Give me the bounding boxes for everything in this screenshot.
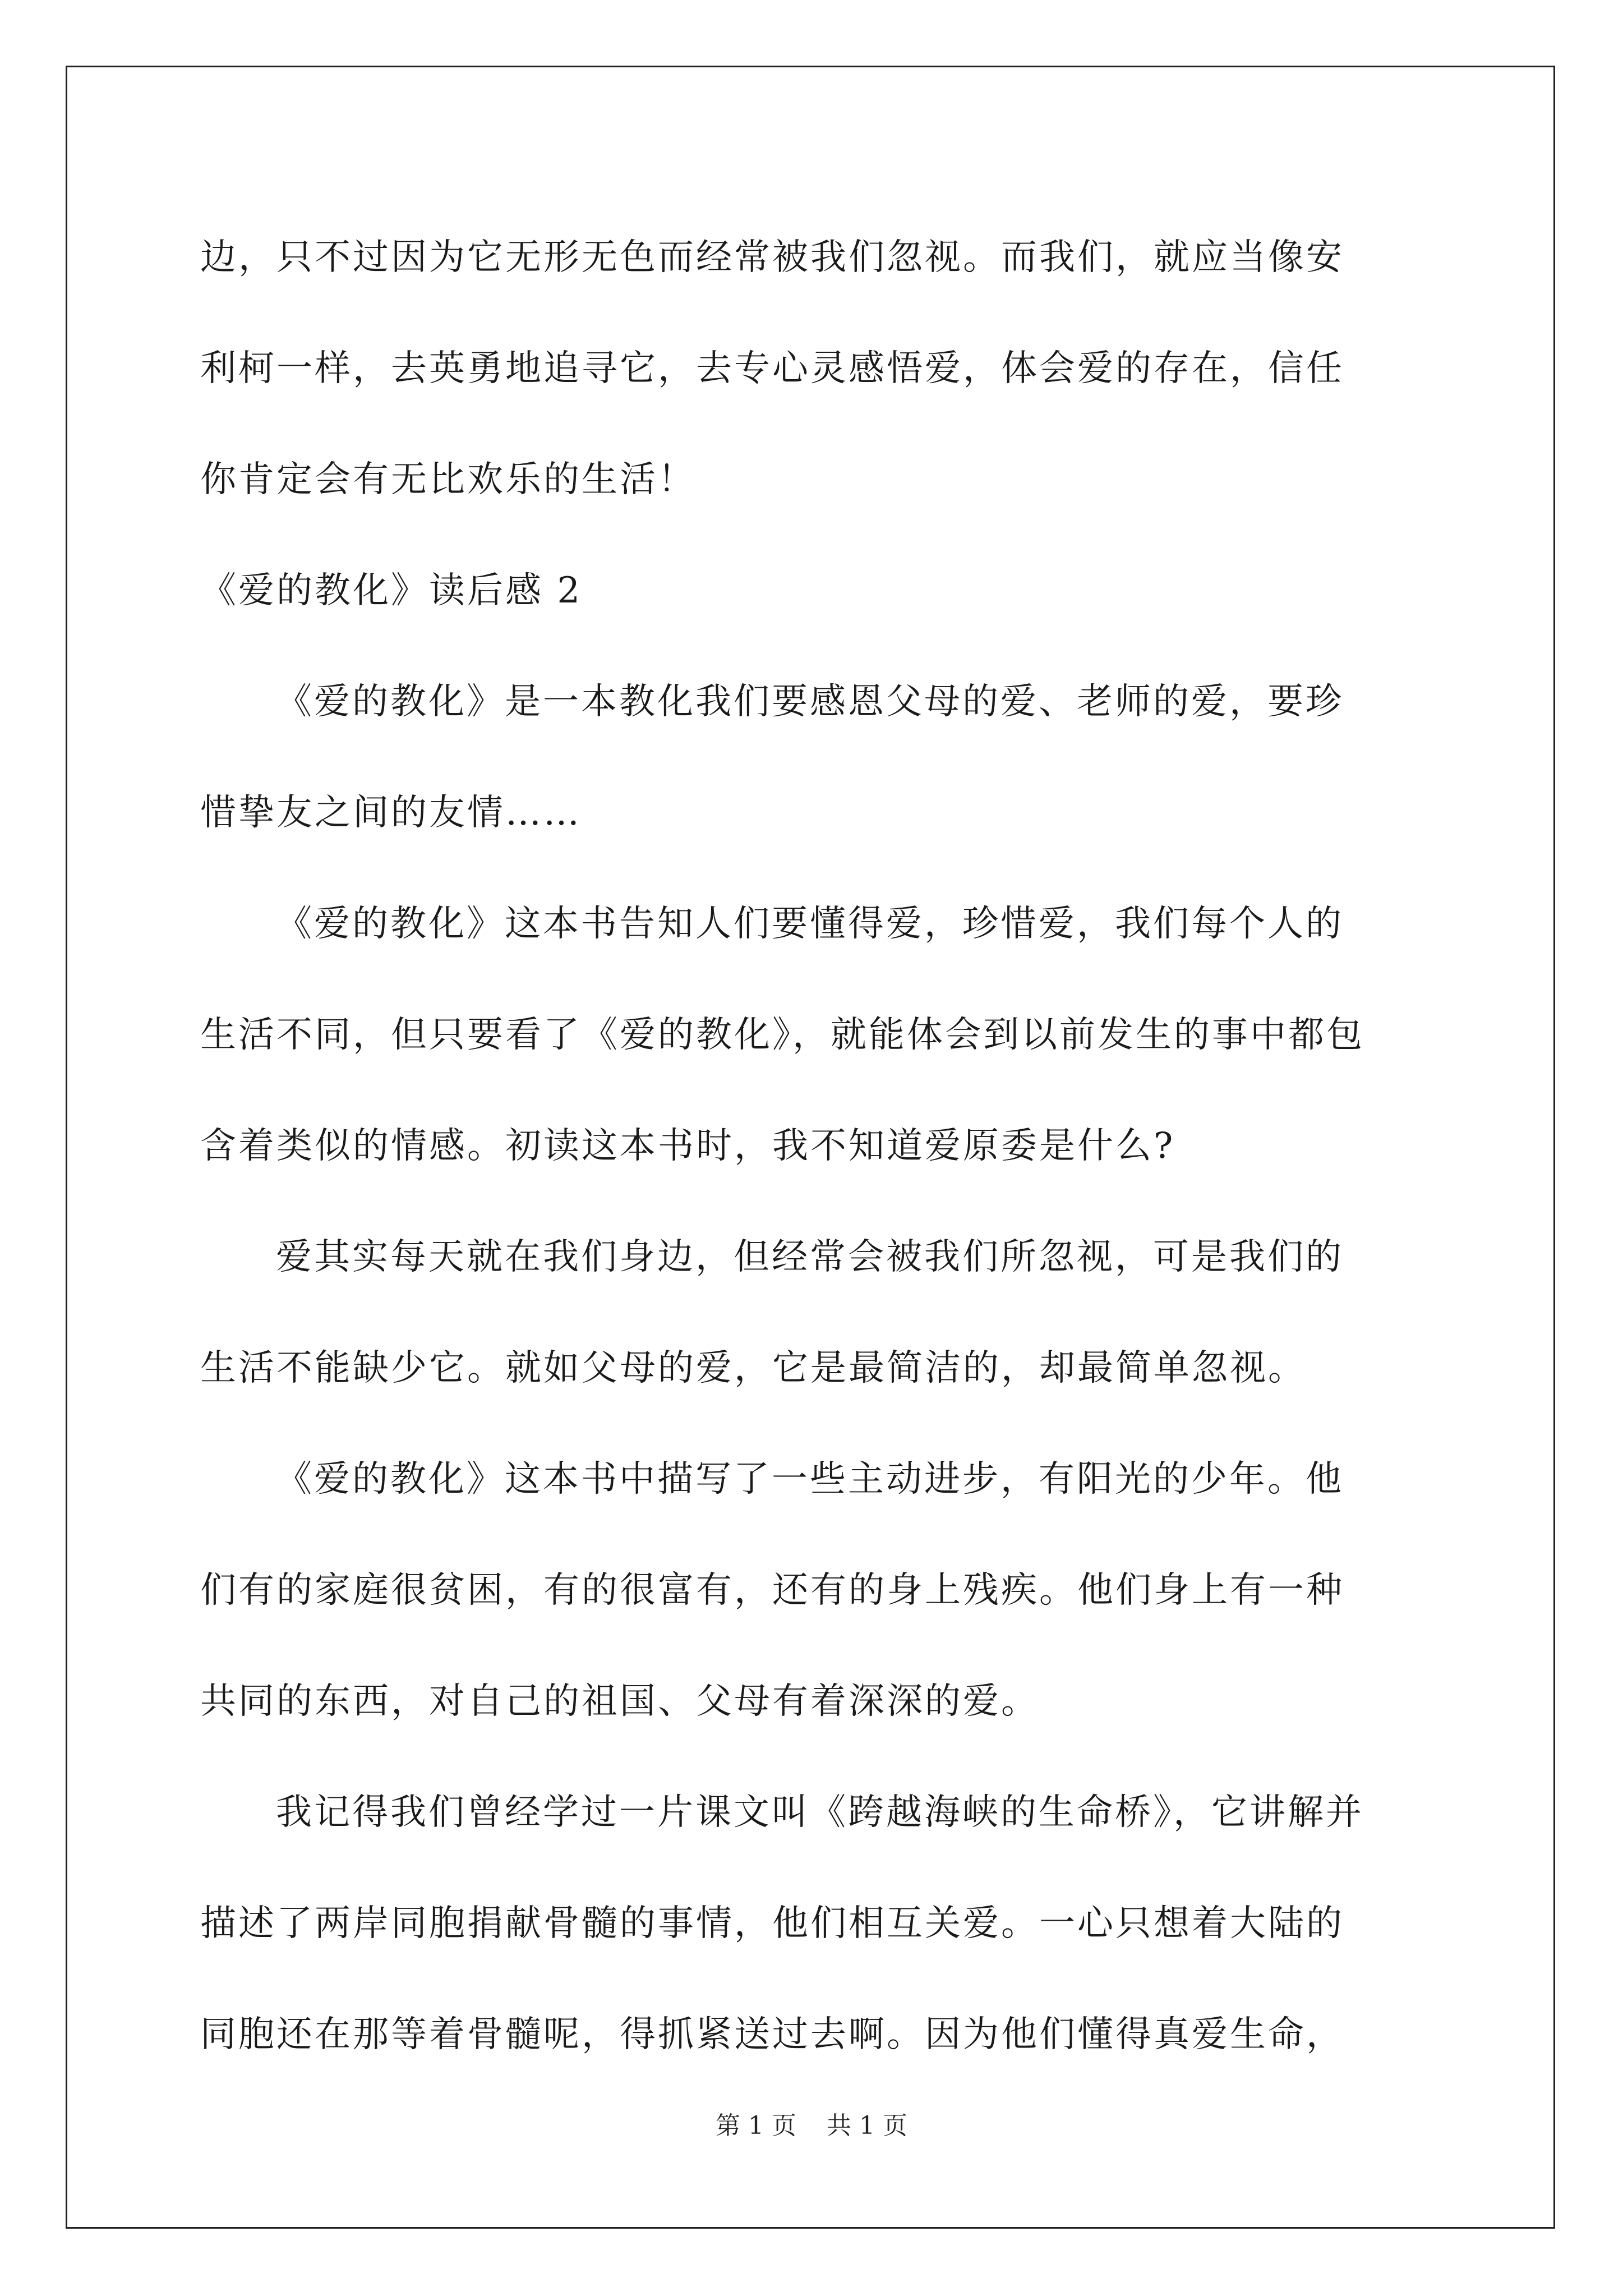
text-line: 生活不同，但只要看了《爱的教化》，就能体会到以前发生的事中都包 xyxy=(200,1014,1364,1056)
section-heading: 《爱的教化》读后感 2 xyxy=(200,570,583,611)
text-line: 《爱的教化》这本书中描写了一些主动进步，有阳光的少年。他 xyxy=(276,1458,1344,1500)
text-line: 惜挚友之间的友情…… xyxy=(200,792,582,834)
text-line: 爱其实每天就在我们身边，但经常会被我们所忽视，可是我们的 xyxy=(276,1236,1344,1278)
text-line: 《爱的教化》是一本教化我们要感恩父母的爱、老师的爱，要珍 xyxy=(276,681,1344,723)
text-line: 边，只不过因为它无形无色而经常被我们忽视。而我们，就应当像安 xyxy=(200,237,1344,278)
text-line: 们有的家庭很贫困，有的很富有，还有的身上残疾。他们身上有一种 xyxy=(200,1570,1344,1611)
page-number-current: 第 1 页 xyxy=(716,2111,796,2140)
text-line: 描述了两岸同胞捐献骨髓的事情，他们相互关爱。一心只想着大陆的 xyxy=(200,1903,1344,1944)
text-line: 我记得我们曾经学过一片课文叫《跨越海峡的生命桥》，它讲解并 xyxy=(276,1792,1364,1833)
text-line: 利柯一样，去英勇地追寻它，去专心灵感悟爱，体会爱的存在，信任 xyxy=(200,348,1344,389)
text-line: 同胞还在那等着骨髓呢，得抓紧送过去啊。因为他们懂得真爱生命， xyxy=(200,2014,1344,2055)
text-line: 你肯定会有无比欢乐的生活！ xyxy=(200,459,696,500)
text-line: 生活不能缺少它。就如父母的爱，它是最简洁的，却最简单忽视。 xyxy=(200,1347,1306,1389)
text-line: 《爱的教化》这本书告知人们要懂得爱，珍惜爱，我们每个人的 xyxy=(276,903,1344,945)
text-line: 共同的东西，对自己的祖国、父母有着深深的爱。 xyxy=(200,1681,1039,1722)
page-number-total: 共 1 页 xyxy=(827,2111,907,2140)
text-line: 含着类似的情感。初读这本书时，我不知道爱原委是什么? xyxy=(200,1125,1175,1167)
page-footer xyxy=(0,2109,1623,2143)
document-body xyxy=(200,202,1423,2090)
